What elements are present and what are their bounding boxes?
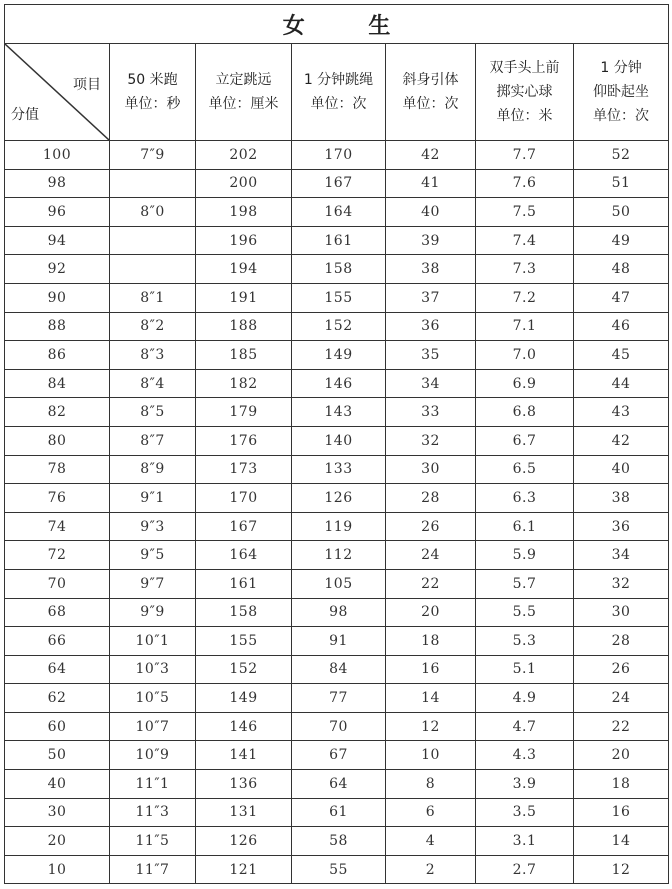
score-cell: 78: [5, 455, 110, 484]
value-cell: 32: [574, 569, 669, 598]
value-cell: 55: [292, 855, 386, 884]
score-cell: 30: [5, 798, 110, 827]
value-cell: 49: [574, 226, 669, 255]
value-cell: 126: [196, 827, 292, 856]
value-cell: 10″7: [110, 712, 196, 741]
value-cell: 188: [196, 312, 292, 341]
table-row: [5, 341, 669, 370]
value-cell: 70: [292, 712, 386, 741]
score-cell: 62: [5, 684, 110, 713]
score-cell: 100: [5, 141, 110, 170]
column-header: [292, 44, 386, 141]
column-header: [574, 44, 669, 141]
value-cell: 126: [292, 484, 386, 513]
value-cell: 198: [196, 198, 292, 227]
table-row: [5, 627, 669, 656]
table-row: [5, 169, 669, 198]
value-cell: 61: [292, 798, 386, 827]
value-cell: 155: [292, 283, 386, 312]
value-cell: 112: [292, 541, 386, 570]
score-cell: 76: [5, 484, 110, 513]
score-cell: 74: [5, 512, 110, 541]
value-cell: 140: [292, 426, 386, 455]
column-header: [196, 44, 292, 141]
column-header-line: 单位：厘米: [208, 96, 279, 112]
value-cell: 33: [386, 398, 476, 427]
value-cell: 4.3: [476, 741, 574, 770]
score-cell: 94: [5, 226, 110, 255]
value-cell: 98: [292, 598, 386, 627]
score-cell: 68: [5, 598, 110, 627]
table-row: [5, 770, 669, 799]
value-cell: 35: [386, 341, 476, 370]
column-header-line: 50 米跑: [127, 72, 178, 88]
score-cell: 84: [5, 369, 110, 398]
value-cell: 45: [574, 341, 669, 370]
value-cell: 173: [196, 455, 292, 484]
value-cell: 141: [196, 741, 292, 770]
value-cell: 7.1: [476, 312, 574, 341]
column-header-line: 单位：次: [310, 96, 367, 112]
value-cell: 20: [386, 598, 476, 627]
value-cell: 6.8: [476, 398, 574, 427]
score-cell: 90: [5, 283, 110, 312]
score-cell: 20: [5, 827, 110, 856]
value-cell: 7.0: [476, 341, 574, 370]
table-row: [5, 712, 669, 741]
value-cell: 6.5: [476, 455, 574, 484]
value-cell: 167: [292, 169, 386, 198]
value-cell: 194: [196, 255, 292, 284]
score-cell: 50: [5, 741, 110, 770]
value-cell: 38: [574, 484, 669, 513]
value-cell: 8″1: [110, 283, 196, 312]
value-cell: 133: [292, 455, 386, 484]
value-cell: 30: [574, 598, 669, 627]
value-cell: 8″5: [110, 398, 196, 427]
value-cell: [110, 255, 196, 284]
value-cell: 24: [574, 684, 669, 713]
value-cell: 179: [196, 398, 292, 427]
value-cell: 5.5: [476, 598, 574, 627]
score-cell: 92: [5, 255, 110, 284]
value-cell: 167: [196, 512, 292, 541]
value-cell: 105: [292, 569, 386, 598]
value-cell: 40: [386, 198, 476, 227]
value-cell: 43: [574, 398, 669, 427]
value-cell: 2: [386, 855, 476, 884]
value-cell: 7.2: [476, 283, 574, 312]
table-row: [5, 455, 669, 484]
value-cell: 170: [196, 484, 292, 513]
column-header: [110, 44, 196, 141]
value-cell: 149: [196, 684, 292, 713]
value-cell: 131: [196, 798, 292, 827]
value-cell: 42: [574, 426, 669, 455]
value-cell: 146: [196, 712, 292, 741]
column-header-line: 掷实心球: [496, 84, 553, 100]
value-cell: 9″1: [110, 484, 196, 513]
value-cell: 121: [196, 855, 292, 884]
score-cell: 60: [5, 712, 110, 741]
column-header-line: 1 分钟跳绳: [303, 72, 374, 88]
value-cell: 8″3: [110, 341, 196, 370]
value-cell: 18: [386, 627, 476, 656]
value-cell: 3.5: [476, 798, 574, 827]
value-cell: 14: [574, 827, 669, 856]
value-cell: 6: [386, 798, 476, 827]
value-cell: 8″4: [110, 369, 196, 398]
value-cell: 32: [386, 426, 476, 455]
table-row: [5, 541, 669, 570]
value-cell: 10″5: [110, 684, 196, 713]
score-cell: 88: [5, 312, 110, 341]
score-cell: 86: [5, 341, 110, 370]
corner-header: [5, 44, 110, 141]
value-cell: 10″1: [110, 627, 196, 656]
score-cell: 10: [5, 855, 110, 884]
column-header-line: 斜身引体: [402, 72, 459, 88]
value-cell: 26: [386, 512, 476, 541]
value-cell: 16: [386, 655, 476, 684]
value-cell: 10″3: [110, 655, 196, 684]
table-row: [5, 655, 669, 684]
value-cell: 26: [574, 655, 669, 684]
corner-label-score: 分值: [11, 107, 39, 123]
value-cell: 5.9: [476, 541, 574, 570]
value-cell: 136: [196, 770, 292, 799]
table-row: [5, 484, 669, 513]
value-cell: 14: [386, 684, 476, 713]
value-cell: 161: [292, 226, 386, 255]
value-cell: 5.7: [476, 569, 574, 598]
value-cell: 191: [196, 283, 292, 312]
value-cell: 5.3: [476, 627, 574, 656]
table-row: [5, 312, 669, 341]
value-cell: 50: [574, 198, 669, 227]
value-cell: 7.4: [476, 226, 574, 255]
table-row: [5, 226, 669, 255]
value-cell: 152: [292, 312, 386, 341]
value-cell: 11″5: [110, 827, 196, 856]
score-cell: 64: [5, 655, 110, 684]
value-cell: 185: [196, 341, 292, 370]
table-row: [5, 741, 669, 770]
score-cell: 66: [5, 627, 110, 656]
score-cell: 40: [5, 770, 110, 799]
value-cell: 9″5: [110, 541, 196, 570]
value-cell: 8″2: [110, 312, 196, 341]
value-cell: [110, 226, 196, 255]
value-cell: 9″7: [110, 569, 196, 598]
value-cell: 11″1: [110, 770, 196, 799]
value-cell: 196: [196, 226, 292, 255]
value-cell: 8″7: [110, 426, 196, 455]
column-header-line: 单位：米: [496, 108, 553, 124]
table-row: [5, 141, 669, 170]
column-header-line: 立定跳远: [215, 72, 272, 88]
value-cell: 200: [196, 169, 292, 198]
table-row: [5, 684, 669, 713]
value-cell: 28: [386, 484, 476, 513]
value-cell: 158: [196, 598, 292, 627]
value-cell: 20: [574, 741, 669, 770]
value-cell: 152: [196, 655, 292, 684]
value-cell: 46: [574, 312, 669, 341]
value-cell: 16: [574, 798, 669, 827]
value-cell: 3.9: [476, 770, 574, 799]
column-header-line: 1 分钟: [600, 60, 642, 76]
value-cell: 7.3: [476, 255, 574, 284]
value-cell: 12: [386, 712, 476, 741]
column-header-line: 单位：次: [593, 108, 650, 124]
column-header-line: 双手头上前: [489, 60, 560, 76]
value-cell: 36: [386, 312, 476, 341]
value-cell: 176: [196, 426, 292, 455]
value-cell: 11″3: [110, 798, 196, 827]
value-cell: 38: [386, 255, 476, 284]
value-cell: 64: [292, 770, 386, 799]
value-cell: 146: [292, 369, 386, 398]
value-cell: 91: [292, 627, 386, 656]
column-header: [476, 44, 574, 141]
score-cell: 82: [5, 398, 110, 427]
table-row: [5, 255, 669, 284]
value-cell: 77: [292, 684, 386, 713]
value-cell: 48: [574, 255, 669, 284]
value-cell: 36: [574, 512, 669, 541]
table-row: [5, 426, 669, 455]
value-cell: 84: [292, 655, 386, 684]
table-row: [5, 369, 669, 398]
value-cell: 52: [574, 141, 669, 170]
value-cell: 39: [386, 226, 476, 255]
value-cell: 4.7: [476, 712, 574, 741]
column-header-line: 仰卧起坐: [593, 84, 650, 100]
value-cell: 161: [196, 569, 292, 598]
value-cell: 34: [574, 541, 669, 570]
value-cell: 40: [574, 455, 669, 484]
value-cell: 9″9: [110, 598, 196, 627]
value-cell: 24: [386, 541, 476, 570]
value-cell: 44: [574, 369, 669, 398]
value-cell: 12: [574, 855, 669, 884]
value-cell: 10: [386, 741, 476, 770]
score-cell: 96: [5, 198, 110, 227]
value-cell: 22: [574, 712, 669, 741]
value-cell: 149: [292, 341, 386, 370]
value-cell: 11″7: [110, 855, 196, 884]
value-cell: 7.7: [476, 141, 574, 170]
value-cell: 7.6: [476, 169, 574, 198]
score-cell: 70: [5, 569, 110, 598]
value-cell: 8″9: [110, 455, 196, 484]
value-cell: 58: [292, 827, 386, 856]
value-cell: 6.7: [476, 426, 574, 455]
score-cell: 80: [5, 426, 110, 455]
value-cell: 42: [386, 141, 476, 170]
score-cell: 72: [5, 541, 110, 570]
table-row: [5, 798, 669, 827]
value-cell: 182: [196, 369, 292, 398]
value-cell: 18: [574, 770, 669, 799]
table-row: [5, 198, 669, 227]
value-cell: 41: [386, 169, 476, 198]
value-cell: 4: [386, 827, 476, 856]
table-row: [5, 398, 669, 427]
value-cell: 28: [574, 627, 669, 656]
value-cell: 164: [196, 541, 292, 570]
table-row: [5, 512, 669, 541]
value-cell: 119: [292, 512, 386, 541]
value-cell: 6.1: [476, 512, 574, 541]
value-cell: 5.1: [476, 655, 574, 684]
table-row: [5, 827, 669, 856]
value-cell: 158: [292, 255, 386, 284]
value-cell: 164: [292, 198, 386, 227]
value-cell: 202: [196, 141, 292, 170]
value-cell: 10″9: [110, 741, 196, 770]
table-row: [5, 855, 669, 884]
value-cell: 6.9: [476, 369, 574, 398]
corner-label-item: 项目: [73, 77, 101, 93]
value-cell: 34: [386, 369, 476, 398]
value-cell: 9″3: [110, 512, 196, 541]
value-cell: 2.7: [476, 855, 574, 884]
value-cell: 8: [386, 770, 476, 799]
value-cell: 155: [196, 627, 292, 656]
score-cell: 98: [5, 169, 110, 198]
column-header-line: 单位：次: [402, 96, 459, 112]
value-cell: 67: [292, 741, 386, 770]
value-cell: 3.1: [476, 827, 574, 856]
column-header-line: 单位：秒: [124, 96, 181, 112]
value-cell: 170: [292, 141, 386, 170]
score-table: [4, 4, 669, 884]
table-title: 女 生: [5, 5, 669, 44]
table-row: [5, 569, 669, 598]
value-cell: 7.5: [476, 198, 574, 227]
table-row: [5, 598, 669, 627]
value-cell: 47: [574, 283, 669, 312]
value-cell: 7″9: [110, 141, 196, 170]
value-cell: [110, 169, 196, 198]
value-cell: 8″0: [110, 198, 196, 227]
table-row: [5, 283, 669, 312]
value-cell: 22: [386, 569, 476, 598]
value-cell: 4.9: [476, 684, 574, 713]
column-header: [386, 44, 476, 141]
value-cell: 37: [386, 283, 476, 312]
value-cell: 143: [292, 398, 386, 427]
value-cell: 51: [574, 169, 669, 198]
value-cell: 30: [386, 455, 476, 484]
value-cell: 6.3: [476, 484, 574, 513]
